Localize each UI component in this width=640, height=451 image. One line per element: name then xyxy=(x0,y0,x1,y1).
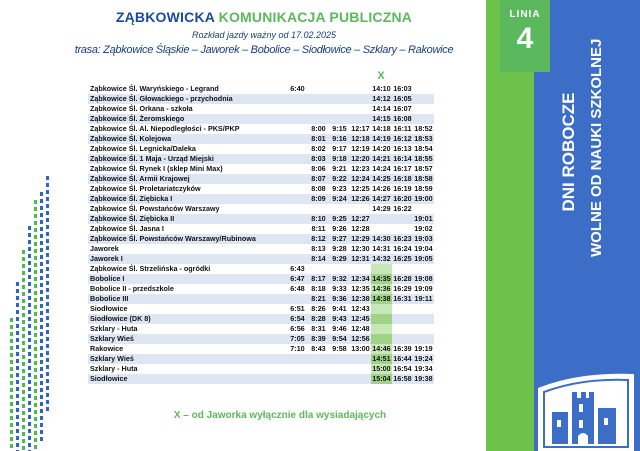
departure-time xyxy=(287,144,308,154)
departure-time: 16:17 xyxy=(393,164,412,173)
departure-time: 12:38 xyxy=(351,294,370,303)
timetable-body xyxy=(88,84,434,384)
departure-time: 16:58 xyxy=(393,374,412,383)
stop-name: Szklary Wieś xyxy=(88,334,287,344)
stop-name: Siodłowice xyxy=(90,304,128,313)
departure-time xyxy=(350,204,371,214)
departure-time: 8:07 xyxy=(308,174,329,184)
departure-time: 9:15 xyxy=(332,124,347,133)
departure-time: 14:18 xyxy=(372,124,391,133)
decor-dotted-line xyxy=(46,176,49,412)
departure-time: 9:21 xyxy=(332,164,347,173)
decor-dotted-line xyxy=(10,318,13,451)
departure-time xyxy=(308,354,329,364)
departure-time xyxy=(329,84,350,94)
departure-time xyxy=(329,94,350,104)
departure-time: 14:32 xyxy=(372,254,391,263)
departure-time xyxy=(413,204,434,214)
departure-time: 12:27 xyxy=(351,214,370,223)
timetable xyxy=(88,84,434,384)
departure-time: 12:31 xyxy=(351,254,370,263)
departure-time: 8:11 xyxy=(311,224,326,233)
departure-time: 16:07 xyxy=(393,104,412,113)
service-days-line1: DNI ROBOCZE xyxy=(559,92,578,212)
timetable-row xyxy=(88,274,434,284)
departure-time: 14:29 xyxy=(372,204,391,213)
departure-time xyxy=(350,84,371,94)
departure-time: 12:34 xyxy=(351,274,370,283)
departure-time xyxy=(371,214,392,224)
departure-time: 19:03 xyxy=(414,234,433,243)
timetable-row xyxy=(88,154,434,164)
departure-time xyxy=(350,364,371,374)
departure-time: 16:54 xyxy=(393,364,412,373)
timetable-row xyxy=(88,344,434,354)
departure-time xyxy=(308,364,329,374)
departure-time: 7:10 xyxy=(290,344,305,353)
departure-time: 9:36 xyxy=(329,294,350,304)
stop-name: Ząbkowice Śl. Żeromskiego xyxy=(88,114,287,124)
departure-time: 12:23 xyxy=(351,164,370,173)
stop-name: Ząbkowice Śl. Al. Niepodległości - PKS/PKP xyxy=(90,124,240,133)
departure-time: 15:00 xyxy=(372,364,391,373)
departure-time: 16:12 xyxy=(393,134,412,143)
departure-time: 8:00 xyxy=(311,124,326,133)
timetable-row xyxy=(88,254,434,264)
timetable-row xyxy=(88,214,434,224)
departure-time xyxy=(287,194,308,204)
stop-name: Ząbkowice Śl. Proletariatczyków xyxy=(90,184,201,193)
stop-name: Ząbkowice Śl. Ziębicka I xyxy=(88,194,287,204)
departure-time: 14:21 xyxy=(372,154,391,163)
departure-time xyxy=(413,304,434,314)
stop-name: Ząbkowice Śl. Orkana - szkoła xyxy=(90,104,193,113)
departure-time xyxy=(350,94,371,104)
departure-time xyxy=(287,224,308,234)
decor-dotted-line xyxy=(16,282,19,451)
departure-time xyxy=(287,354,308,364)
departure-time xyxy=(329,264,350,274)
departure-time: 9:46 xyxy=(332,324,347,333)
stop-name: Rakowice xyxy=(90,344,124,353)
departure-time xyxy=(413,84,434,94)
departure-time: 12:25 xyxy=(351,184,370,193)
departure-time xyxy=(392,314,413,324)
departure-time: 8:01 xyxy=(308,134,329,144)
departure-time: 18:58 xyxy=(414,174,433,183)
departure-time xyxy=(287,374,308,384)
route-description: trasa: Ząbkowice Śląskie – Jaworek – Bobolice – Siodłowice – Szklary – Rakowice xyxy=(74,44,454,56)
departure-time xyxy=(413,114,434,124)
departure-time: 12:30 xyxy=(351,244,370,253)
departure-time: 19:00 xyxy=(414,194,433,203)
departure-time xyxy=(329,354,350,364)
stop-name: Jaworek xyxy=(90,244,119,253)
departure-time xyxy=(413,334,434,344)
line-badge xyxy=(500,0,550,72)
departure-time: 8:10 xyxy=(308,214,329,224)
timetable-row xyxy=(88,124,434,134)
departure-time xyxy=(413,314,434,324)
departure-time: 19:19 xyxy=(414,344,433,353)
departure-time: 16:14 xyxy=(393,154,412,163)
departure-time xyxy=(350,264,371,274)
timetable-row xyxy=(88,234,434,244)
departure-time xyxy=(287,234,308,244)
title-brand: ZĄBKOWICKA xyxy=(115,9,215,25)
departure-time: 8:43 xyxy=(311,344,326,353)
departure-time: 12:28 xyxy=(351,224,370,233)
departure-time: 12:20 xyxy=(351,154,370,163)
page-title xyxy=(0,9,528,25)
departure-time xyxy=(308,84,329,94)
service-days-label xyxy=(559,38,607,257)
departure-time: 8:31 xyxy=(311,324,326,333)
departure-time: 9:24 xyxy=(329,194,350,204)
departure-time: 18:55 xyxy=(414,154,433,163)
departure-time: 9:28 xyxy=(332,244,347,253)
departure-time: 9:41 xyxy=(332,304,347,313)
stop-name: Siodłowice (DK 8) xyxy=(88,314,287,324)
departure-time: 14:27 xyxy=(372,194,391,203)
timetable-row xyxy=(88,354,434,364)
departure-time: 16:11 xyxy=(393,124,412,133)
footnote: X – od Jaworka wyłącznie dla wysiadających xyxy=(173,410,387,421)
timetable-row xyxy=(88,174,434,184)
castle-crest-icon xyxy=(538,368,634,451)
departure-time: 15:04 xyxy=(372,374,391,383)
departure-time xyxy=(287,184,308,194)
departure-time: 14:36 xyxy=(372,284,391,293)
departure-time: 14:38 xyxy=(372,294,391,303)
departure-time: 9:25 xyxy=(329,214,350,224)
departure-time: 9:23 xyxy=(332,184,347,193)
departure-time: 13:00 xyxy=(351,344,370,353)
stop-name: Ząbkowice Śl. Rynek I (sklep Mini Max) xyxy=(90,164,223,173)
departure-time xyxy=(287,154,308,164)
departure-time xyxy=(329,104,350,114)
departure-time: 8:26 xyxy=(311,304,326,313)
departure-time: 6:43 xyxy=(290,264,305,273)
departure-time: 8:08 xyxy=(311,184,326,193)
departure-time: 18:52 xyxy=(414,124,433,133)
departure-time xyxy=(287,124,308,134)
departure-time: 12:45 xyxy=(351,314,370,323)
stop-name: Jaworek I xyxy=(88,254,287,264)
departure-time xyxy=(392,304,413,314)
departure-time xyxy=(371,314,392,324)
departure-time xyxy=(350,354,371,364)
departure-time xyxy=(371,224,392,234)
departure-time xyxy=(287,244,308,254)
departure-time xyxy=(308,204,329,214)
departure-time: 16:28 xyxy=(393,274,412,283)
timetable-row xyxy=(88,134,434,144)
stop-name: Ząbkowice Śl. Ziębicka II xyxy=(88,214,287,224)
departure-time: 16:24 xyxy=(393,244,412,253)
x-column-marker: X xyxy=(377,70,385,82)
departure-time xyxy=(350,374,371,384)
departure-time: 12:29 xyxy=(351,234,370,243)
decor-dotted-line xyxy=(34,200,37,450)
departure-time xyxy=(329,364,350,374)
departure-time xyxy=(287,134,308,144)
departure-time: 16:19 xyxy=(393,184,412,193)
departure-time xyxy=(287,214,308,224)
departure-time: 14:30 xyxy=(372,234,391,243)
departure-time xyxy=(371,264,392,274)
decor-dotted-line xyxy=(22,250,25,451)
departure-time xyxy=(371,304,392,314)
departure-time xyxy=(350,114,371,124)
departure-time: 14:46 xyxy=(372,344,391,353)
departure-time xyxy=(392,334,413,344)
departure-time xyxy=(413,94,434,104)
departure-time: 16:23 xyxy=(393,234,412,243)
timetable-row xyxy=(88,194,434,204)
departure-time: 16:44 xyxy=(393,354,412,363)
stop-name: Bobolice I xyxy=(88,274,287,284)
stop-name: Ząbkowice Śl. Legnicka/Daleka xyxy=(90,144,196,153)
departure-time: 14:25 xyxy=(372,174,391,183)
timetable-row xyxy=(88,104,434,114)
departure-time: 19:02 xyxy=(414,224,433,233)
departure-time xyxy=(287,254,308,264)
departure-time: 16:05 xyxy=(393,94,412,103)
departure-time: 19:08 xyxy=(414,274,433,283)
timetable-row xyxy=(88,334,434,344)
departure-time: 9:33 xyxy=(332,284,347,293)
service-days-line2: WOLNE OD NAUKI SZKOLNEJ xyxy=(588,38,605,257)
timetable-row xyxy=(88,374,434,384)
departure-time: 12:56 xyxy=(351,334,370,343)
departure-time: 9:29 xyxy=(329,254,350,264)
departure-time: 16:39 xyxy=(393,344,412,353)
departure-time: 6:54 xyxy=(287,314,308,324)
departure-time xyxy=(287,204,308,214)
timetable-row xyxy=(88,94,434,104)
departure-time: 12:24 xyxy=(351,174,370,183)
decor-dotted-line xyxy=(40,192,43,441)
stop-name: Bobolice II - przedszkole xyxy=(90,284,174,293)
departure-time xyxy=(308,374,329,384)
stop-name: Ząbkowice Śl. Kolejowa xyxy=(88,134,287,144)
departure-time: 12:48 xyxy=(351,324,370,333)
departure-time: 12:18 xyxy=(351,134,370,143)
departure-time xyxy=(287,94,308,104)
departure-time: 8:12 xyxy=(308,234,329,244)
departure-time: 19:34 xyxy=(414,364,433,373)
departure-time: 12:26 xyxy=(351,194,370,203)
departure-time xyxy=(350,104,371,114)
stop-name: Bobolice III xyxy=(88,294,287,304)
timetable-row xyxy=(88,314,434,324)
departure-time xyxy=(413,264,434,274)
departure-time xyxy=(287,104,308,114)
departure-time: 19:05 xyxy=(414,254,433,263)
stop-name: Ząbkowice Śl. 1 Maja - Urząd Miejski xyxy=(88,154,287,164)
departure-time: 9:27 xyxy=(329,234,350,244)
departure-time: 14:31 xyxy=(372,244,391,253)
departure-time: 16:31 xyxy=(393,294,412,303)
timetable-row xyxy=(88,164,434,174)
stop-name: Ząbkowice Śl. Waryńskiego - Legrand xyxy=(90,84,219,93)
departure-time: 14:19 xyxy=(372,134,391,143)
departure-time: 9:17 xyxy=(332,144,347,153)
departure-time: 8:09 xyxy=(308,194,329,204)
departure-time: 19:38 xyxy=(414,374,433,383)
stop-name: Ząbkowice Śl. Powstańców Warszawy xyxy=(90,204,220,213)
departure-time: 6:56 xyxy=(290,324,305,333)
timetable-row xyxy=(88,324,434,334)
departure-time: 7:05 xyxy=(287,334,308,344)
decor-dotted-line xyxy=(28,226,31,451)
departure-time: 16:03 xyxy=(393,84,412,93)
departure-time xyxy=(287,174,308,184)
departure-time: 16:20 xyxy=(393,194,412,203)
departure-time: 6:47 xyxy=(287,274,308,284)
departure-time xyxy=(287,364,308,374)
departure-time: 18:53 xyxy=(414,134,433,143)
title-service: KOMUNIKACJA PUBLICZNA xyxy=(218,9,413,25)
departure-time: 9:16 xyxy=(329,134,350,144)
departure-time: 8:03 xyxy=(308,154,329,164)
departure-time: 18:54 xyxy=(414,144,433,153)
departure-time: 19:09 xyxy=(414,284,433,293)
departure-time: 8:14 xyxy=(308,254,329,264)
timetable-row xyxy=(88,184,434,194)
departure-time xyxy=(413,324,434,334)
valid-from-note: Rozkład jazdy ważny od 17.02.2025 xyxy=(191,30,337,40)
departure-time xyxy=(308,264,329,274)
departure-time: 16:13 xyxy=(393,144,412,153)
departure-time: 18:57 xyxy=(414,164,433,173)
timetable-row xyxy=(88,264,434,274)
departure-time: 6:48 xyxy=(290,284,305,293)
stop-name: Szklary Wieś xyxy=(88,354,287,364)
line-label: LINIA xyxy=(509,9,541,20)
departure-time: 6:40 xyxy=(290,84,305,93)
departure-time xyxy=(308,94,329,104)
departure-time: 19:24 xyxy=(414,354,433,363)
departure-time xyxy=(371,324,392,334)
departure-time: 14:24 xyxy=(372,164,391,173)
timetable-row xyxy=(88,114,434,124)
stop-name: Ząbkowice Śl. Powstańców Warszawy/Rubinowa xyxy=(88,234,287,244)
departure-time: 12:43 xyxy=(351,304,370,313)
departure-time: 9:54 xyxy=(329,334,350,344)
departure-time xyxy=(329,374,350,384)
timetable-row xyxy=(88,284,434,294)
departure-time: 9:22 xyxy=(329,174,350,184)
departure-time xyxy=(329,114,350,124)
departure-time xyxy=(392,264,413,274)
departure-time: 8:39 xyxy=(308,334,329,344)
departure-time xyxy=(308,104,329,114)
stop-name: Szklary - Huta xyxy=(90,364,138,373)
departure-time: 19:04 xyxy=(414,244,433,253)
departure-time: 16:22 xyxy=(393,204,412,213)
departure-time: 14:15 xyxy=(372,114,391,123)
departure-time xyxy=(308,114,329,124)
timetable-row xyxy=(88,304,434,314)
departure-time xyxy=(392,324,413,334)
timetable-row xyxy=(88,244,434,254)
departure-time: 8:17 xyxy=(308,274,329,284)
line-number: 4 xyxy=(516,22,534,55)
departure-time: 14:35 xyxy=(372,274,391,283)
departure-time: 9:58 xyxy=(332,344,347,353)
departure-time: 8:21 xyxy=(308,294,329,304)
stop-name: Szklary - Huta xyxy=(90,324,138,333)
timetable-row xyxy=(88,144,434,154)
departure-time xyxy=(413,104,434,114)
stop-name: Ząbkowice Śl. Jasna I xyxy=(90,224,164,233)
departure-time: 14:20 xyxy=(372,144,391,153)
stop-name: Ząbkowice Śl. Armii Krajowej xyxy=(88,174,287,184)
departure-time: 14:26 xyxy=(372,184,391,193)
departure-time: 12:35 xyxy=(351,284,370,293)
departure-time xyxy=(287,114,308,124)
timetable-row xyxy=(88,294,434,304)
departure-time: 19:01 xyxy=(414,214,433,223)
stop-name: Ząbkowice Śl. Strzelińska - ogródki xyxy=(90,264,211,273)
departure-time: 16:29 xyxy=(393,284,412,293)
departure-time xyxy=(371,334,392,344)
departure-time xyxy=(287,164,308,174)
departure-time: 6:51 xyxy=(290,304,305,313)
timetable-row xyxy=(88,364,434,374)
departure-time: 8:18 xyxy=(311,284,326,293)
timetable-row xyxy=(88,84,434,94)
timetable-row xyxy=(88,204,434,214)
departure-time: 8:28 xyxy=(308,314,329,324)
departure-time: 8:02 xyxy=(311,144,326,153)
departure-time: 14:51 xyxy=(372,354,391,363)
departure-time: 19:11 xyxy=(414,294,433,303)
departure-time xyxy=(392,214,413,224)
departure-time: 18:59 xyxy=(414,184,433,193)
departure-time: 9:32 xyxy=(329,274,350,284)
stop-name: Ząbkowice Śl. Głowackiego - przychodnia xyxy=(88,94,287,104)
departure-time: 8:13 xyxy=(311,244,326,253)
departure-time xyxy=(392,224,413,234)
departure-time: 8:06 xyxy=(311,164,326,173)
departure-time: 9:26 xyxy=(332,224,347,233)
departure-time: 16:18 xyxy=(393,174,412,183)
departure-time: 9:43 xyxy=(329,314,350,324)
departure-time: 9:18 xyxy=(329,154,350,164)
departure-time: 14:14 xyxy=(372,104,391,113)
timetable-row xyxy=(88,224,434,234)
departure-time: 16:08 xyxy=(393,114,412,123)
stop-name: Siodłowice xyxy=(88,374,287,384)
departure-time: 14:10 xyxy=(372,84,391,93)
departure-time: 14:12 xyxy=(372,94,391,103)
departure-time: 12:17 xyxy=(351,124,370,133)
departure-time xyxy=(287,294,308,304)
departure-time xyxy=(329,204,350,214)
departure-time: 12:19 xyxy=(351,144,370,153)
departure-time: 16:25 xyxy=(393,254,412,263)
